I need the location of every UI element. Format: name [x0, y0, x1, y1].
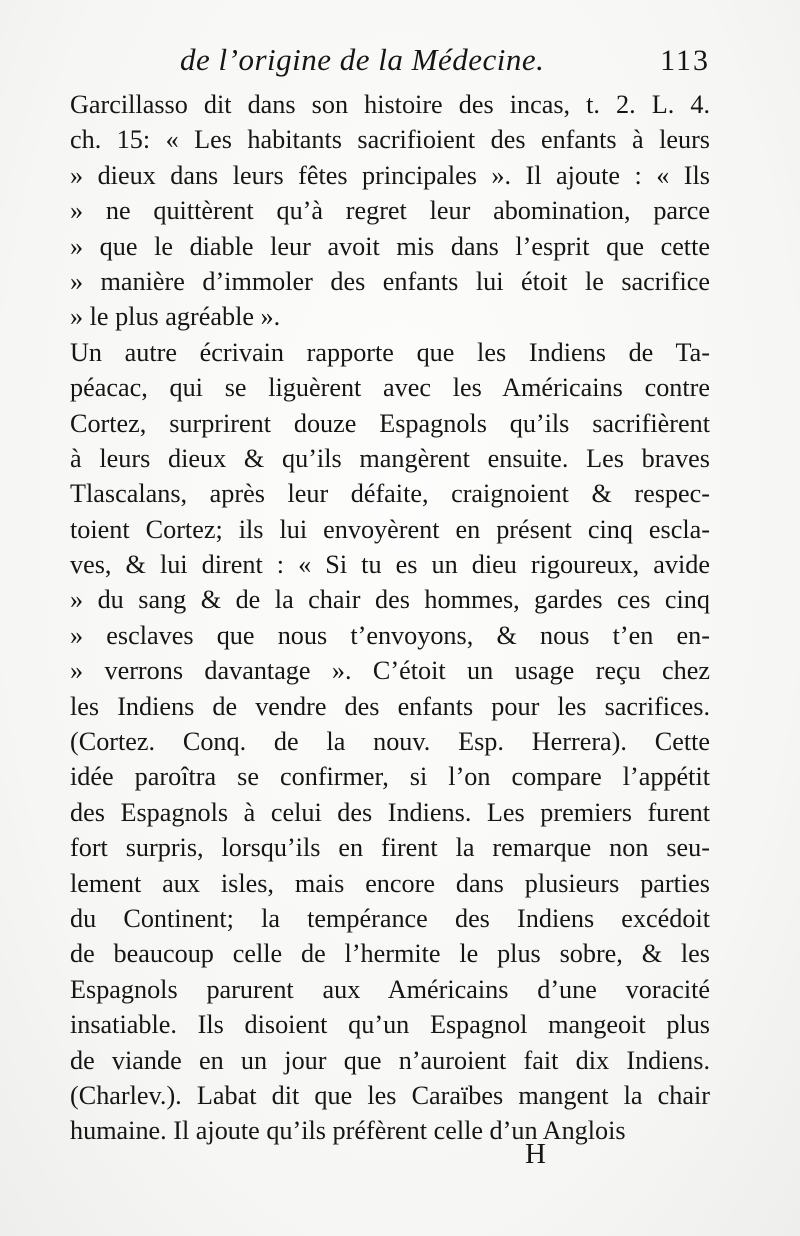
text-line: ves, & lui dirent : « Si tu es un dieu rigoureux, avide: [70, 550, 710, 580]
text-line: péacac, qui se liguèrent avec les Américains contre: [70, 373, 710, 403]
text-line: à leurs dieux & qu’ils mangèrent ensuite. Les braves: [70, 443, 710, 473]
text-line: » ne quittèrent qu’à regret leur abomination, parce: [70, 196, 710, 226]
text-line: » du sang & de la chair des hommes, gardes ces cinq: [70, 585, 710, 615]
text-line: de beaucoup celle de l’hermite le plus sobre, & les: [70, 939, 710, 969]
text-line: insatiable. Ils disoient qu’un Espagnol mangeoit plus: [70, 1010, 710, 1040]
text-line: Tlascalans, après leur défaite, craignoient & respec-: [70, 479, 710, 509]
text-line: (Cortez. Conq. de la nouv. Esp. Herrera). Cette: [70, 727, 710, 757]
text-line: Garcillasso dit dans son histoire des incas, t. 2. L. 4.: [70, 90, 710, 119]
running-head: [70, 42, 720, 86]
text-line: Un autre écrivain rapporte que les Indiens de Ta-: [70, 337, 710, 367]
text-line: idée paroîtra se confirmer, si l’on compare l’appétit: [70, 762, 710, 792]
text-line: » esclaves que nous t’envoyons, & nous t’en en-: [70, 620, 710, 650]
text-line: » le plus agréable ».: [70, 302, 281, 332]
text-line: fort surpris, lorsqu’ils en firent la remarque non seu-: [70, 833, 710, 863]
text-line: lement aux isles, mais encore dans plusieurs parties: [70, 868, 710, 898]
text-line: (Charlev.). Labat dit que les Caraïbes mangent la chair: [70, 1080, 710, 1110]
text-line: » verrons davantage ». C’étoit un usage reçu chez: [70, 656, 710, 686]
text-line: » que le diable leur avoit mis dans l’esprit que cette: [70, 231, 710, 261]
text-line: toient Cortez; ils lui envoyèrent en présent cinq escla-: [70, 514, 710, 544]
text-line: Espagnols parurent aux Américains d’une voracité: [70, 974, 710, 1004]
body-text: [70, 87, 710, 1149]
text-line: ch. 15: « Les habitants sacrifioient des enfants à leurs: [70, 125, 710, 155]
text-line: les Indiens de vendre des enfants pour les sacrifices.: [70, 691, 710, 721]
text-line: humaine. Il ajoute qu’ils préfèrent celle d’un Anglois: [70, 1116, 626, 1146]
text-line: des Espagnols à celui des Indiens. Les premiers furent: [70, 797, 710, 827]
text-line: » dieux dans leurs fêtes principales ». Il ajoute : « Ils: [70, 160, 710, 190]
running-title: de l’origine de la Médecine.: [180, 42, 545, 77]
text-line: du Continent; la tempérance des Indiens excédoit: [70, 903, 710, 933]
signature-mark: H: [525, 1138, 546, 1170]
text-line: Cortez, surprirent douze Espagnols qu’ils sacrifièrent: [70, 408, 710, 438]
page-number: 113: [660, 44, 710, 77]
text-line: » manière d’immoler des enfants lui étoit le sacrifice: [70, 266, 710, 296]
text-line: de viande en un jour que n’auroient fait dix Indiens.: [70, 1045, 710, 1075]
